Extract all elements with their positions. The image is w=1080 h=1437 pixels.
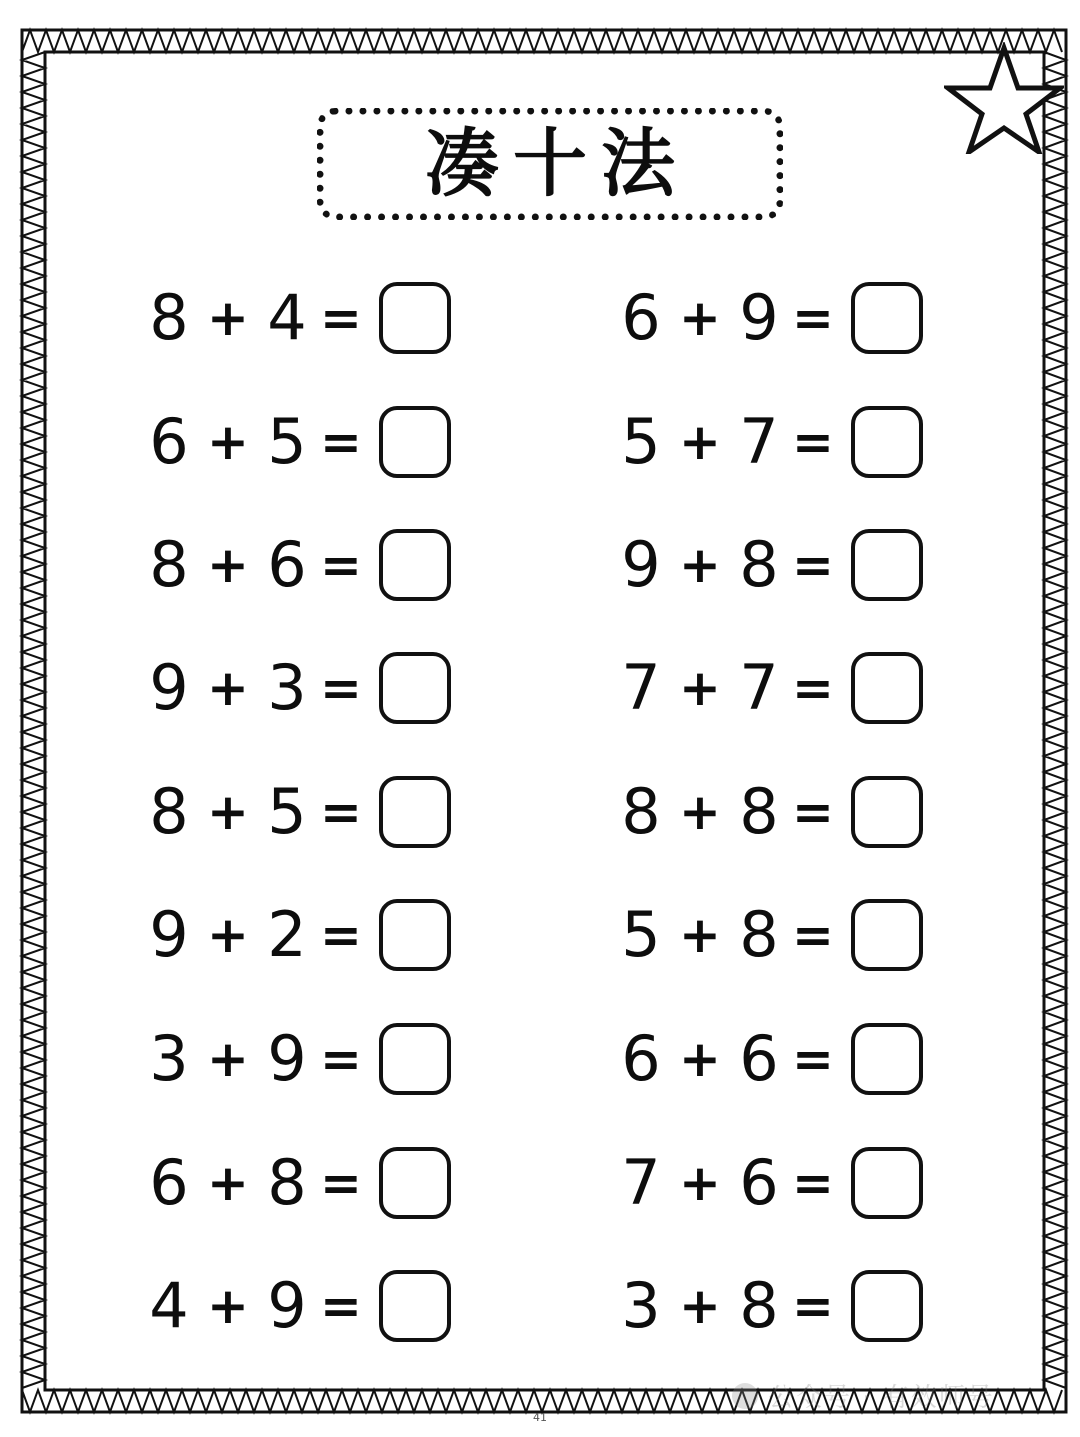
- answer-box[interactable]: [379, 652, 451, 724]
- addend-a: 6: [621, 1022, 661, 1095]
- answer-box[interactable]: [379, 282, 451, 354]
- equals-sign: =: [320, 783, 362, 841]
- answer-box[interactable]: [379, 1270, 451, 1342]
- addend-b: 2: [267, 898, 307, 971]
- problem-9: [145, 770, 451, 854]
- addend-b: 8: [739, 1269, 779, 1342]
- plus-sign: +: [679, 1154, 721, 1212]
- problem-17: [145, 1264, 451, 1348]
- problem-1: [145, 276, 451, 360]
- answer-box[interactable]: [379, 776, 451, 848]
- plus-sign: +: [207, 1277, 249, 1335]
- answer-box[interactable]: [851, 652, 923, 724]
- problem-11: [145, 893, 451, 977]
- equals-sign: =: [320, 536, 362, 594]
- addend-b: 8: [739, 898, 779, 971]
- answer-box[interactable]: [379, 1023, 451, 1095]
- problem-7: [145, 646, 451, 730]
- addend-a: 8: [149, 775, 189, 848]
- answer-box[interactable]: [851, 1023, 923, 1095]
- equals-sign: =: [792, 1277, 834, 1335]
- plus-sign: +: [679, 536, 721, 594]
- plus-sign: +: [207, 659, 249, 717]
- watermark-text: 公众号 · 有效师号: [768, 1383, 995, 1413]
- problem-8: [617, 646, 923, 730]
- equals-sign: =: [320, 659, 362, 717]
- answer-box[interactable]: [851, 282, 923, 354]
- equals-sign: =: [320, 1154, 362, 1212]
- addend-b: 6: [739, 1146, 779, 1219]
- addend-b: 7: [739, 651, 779, 724]
- addend-b: 9: [739, 281, 779, 354]
- plus-sign: +: [207, 1030, 249, 1088]
- answer-box[interactable]: [851, 776, 923, 848]
- plus-sign: +: [679, 659, 721, 717]
- problem-5: [145, 523, 451, 607]
- problem-18: [617, 1264, 923, 1348]
- addend-a: 3: [149, 1022, 189, 1095]
- equals-sign: =: [320, 1277, 362, 1335]
- problem-2: [617, 276, 923, 360]
- addend-a: 8: [621, 775, 661, 848]
- page-number: 41: [533, 1411, 547, 1424]
- addend-b: 6: [739, 1022, 779, 1095]
- watermark: [732, 1377, 995, 1414]
- addend-a: 8: [149, 281, 189, 354]
- addend-a: 7: [621, 651, 661, 724]
- problem-10: [617, 770, 923, 854]
- addend-b: 9: [267, 1269, 307, 1342]
- title-banner: [317, 108, 783, 220]
- addend-a: 6: [149, 1146, 189, 1219]
- plus-sign: +: [207, 289, 249, 347]
- addend-b: 9: [267, 1022, 307, 1095]
- wechat-logo-icon: [732, 1383, 758, 1409]
- plus-sign: +: [207, 413, 249, 471]
- plus-sign: +: [679, 413, 721, 471]
- addend-a: 5: [621, 405, 661, 478]
- addend-a: 8: [149, 528, 189, 601]
- equals-sign: =: [792, 659, 834, 717]
- addend-b: 6: [267, 528, 307, 601]
- answer-box[interactable]: [379, 899, 451, 971]
- plus-sign: +: [679, 783, 721, 841]
- addend-a: 9: [149, 898, 189, 971]
- problem-3: [145, 400, 451, 484]
- equals-sign: =: [792, 289, 834, 347]
- addend-b: 5: [267, 775, 307, 848]
- problem-13: [145, 1017, 451, 1101]
- plus-sign: +: [679, 1030, 721, 1088]
- equals-sign: =: [792, 906, 834, 964]
- plus-sign: +: [207, 783, 249, 841]
- equals-sign: =: [792, 413, 834, 471]
- problem-14: [617, 1017, 923, 1101]
- problem-6: [617, 523, 923, 607]
- star-outline-icon: [944, 42, 1064, 154]
- equals-sign: =: [792, 536, 834, 594]
- addend-b: 8: [267, 1146, 307, 1219]
- plus-sign: +: [207, 906, 249, 964]
- plus-sign: +: [679, 1277, 721, 1335]
- answer-box[interactable]: [379, 1147, 451, 1219]
- addend-b: 8: [739, 528, 779, 601]
- equals-sign: =: [792, 783, 834, 841]
- addend-a: 4: [149, 1269, 189, 1342]
- addend-a: 9: [149, 651, 189, 724]
- plus-sign: +: [207, 536, 249, 594]
- answer-box[interactable]: [379, 406, 451, 478]
- problem-15: [145, 1141, 451, 1225]
- equals-sign: =: [320, 1030, 362, 1088]
- equals-sign: =: [320, 413, 362, 471]
- addend-a: 6: [621, 281, 661, 354]
- worksheet-title: 凑十法: [425, 121, 689, 207]
- answer-box[interactable]: [851, 406, 923, 478]
- plus-sign: +: [679, 906, 721, 964]
- addend-b: 5: [267, 405, 307, 478]
- equals-sign: =: [320, 289, 362, 347]
- plus-sign: +: [207, 1154, 249, 1212]
- plus-sign: +: [679, 289, 721, 347]
- addend-a: 6: [149, 405, 189, 478]
- addend-b: 3: [267, 651, 307, 724]
- addend-a: 9: [621, 528, 661, 601]
- addend-b: 7: [739, 405, 779, 478]
- addend-a: 7: [621, 1146, 661, 1219]
- answer-box[interactable]: [379, 529, 451, 601]
- problem-16: [617, 1141, 923, 1225]
- addend-a: 5: [621, 898, 661, 971]
- addend-a: 3: [621, 1269, 661, 1342]
- answer-box[interactable]: [851, 529, 923, 601]
- answer-box[interactable]: [851, 899, 923, 971]
- equals-sign: =: [320, 906, 362, 964]
- problem-12: [617, 893, 923, 977]
- addend-b: 8: [739, 775, 779, 848]
- equals-sign: =: [792, 1154, 834, 1212]
- answer-box[interactable]: [851, 1270, 923, 1342]
- answer-box[interactable]: [851, 1147, 923, 1219]
- problem-4: [617, 400, 923, 484]
- addend-b: 4: [267, 281, 307, 354]
- equals-sign: =: [792, 1030, 834, 1088]
